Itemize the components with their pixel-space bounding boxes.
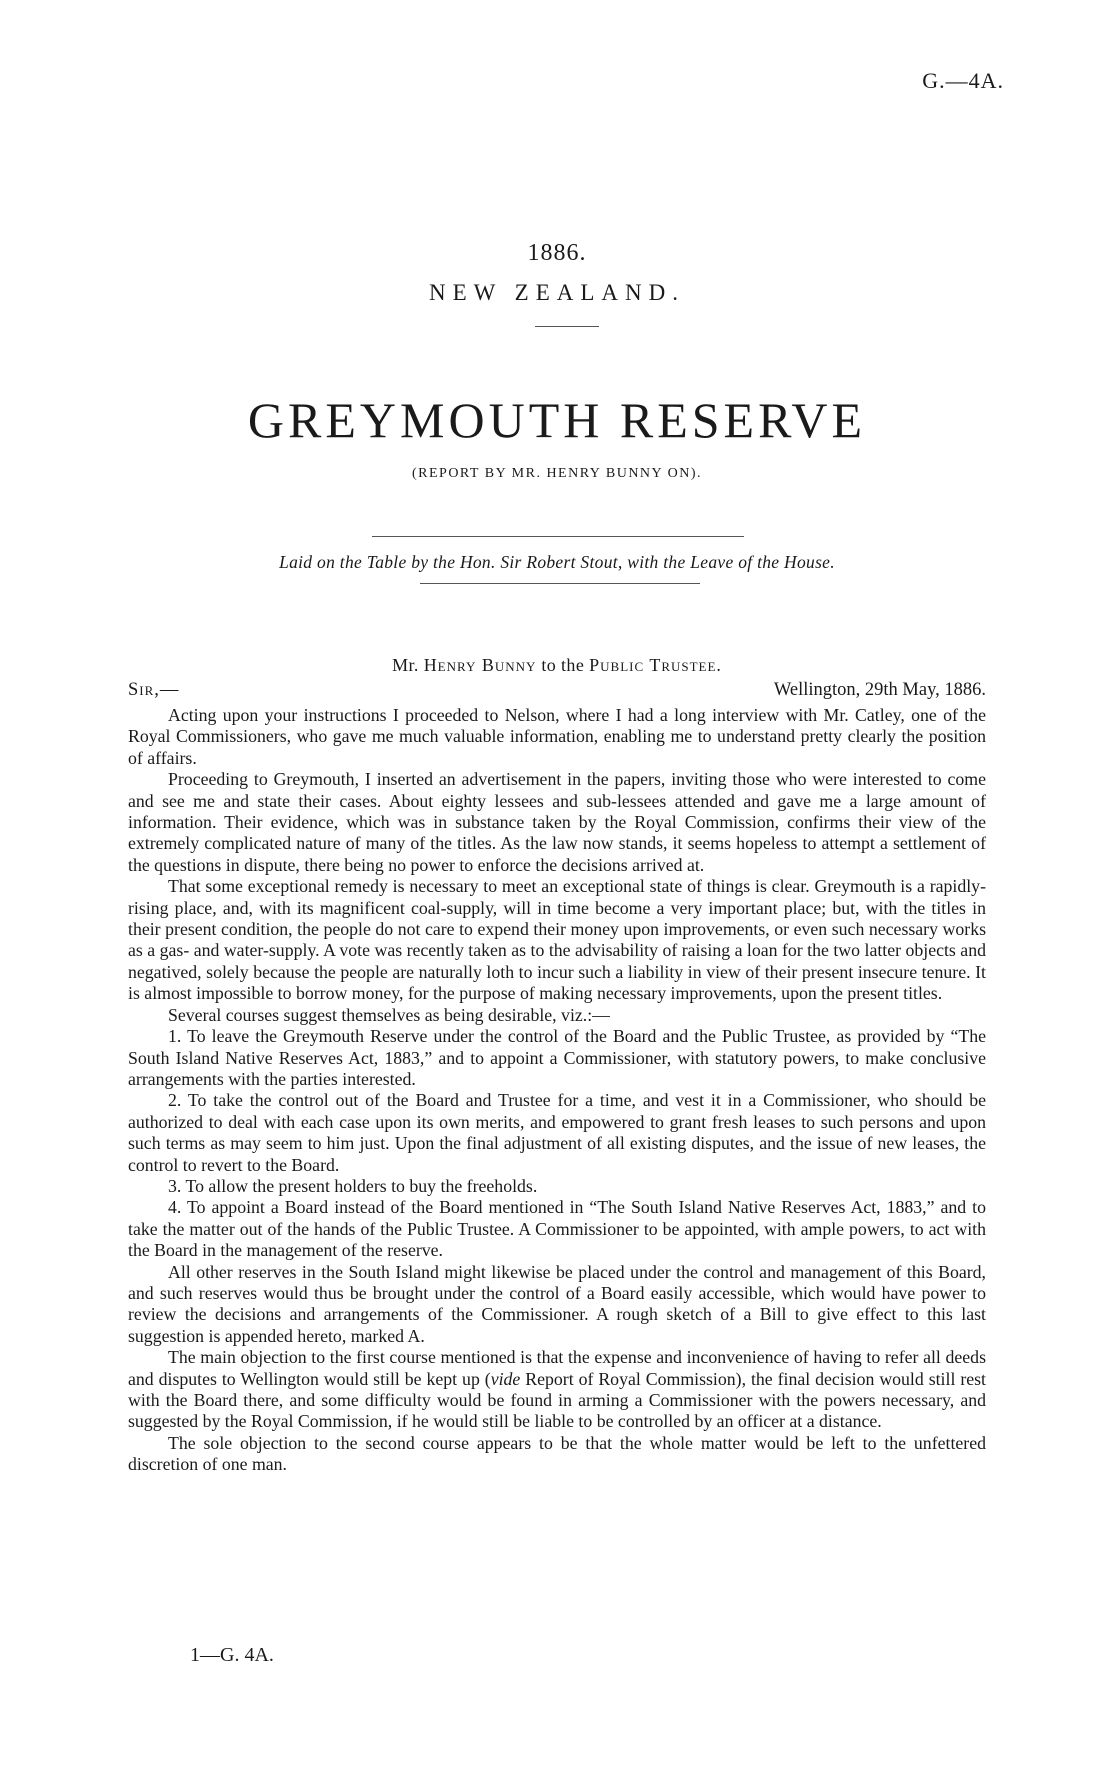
page-footer-reference: 1—G. 4A. bbox=[190, 1644, 274, 1666]
divider-bottom bbox=[420, 583, 700, 584]
document-year: 1886. bbox=[527, 240, 587, 266]
divider-short bbox=[535, 326, 599, 327]
list-item: 2. To take the control out of the Board and Trustee for a time, and vest it in a Commissioner, who should be authorized to deal with each case upon its own merits, and empowered to grant fresh leases to such persons and upon such terms as may seem to him just. Upon the final adjustment of all existing disputes, and the issue of new leases, the control to revert to the Board. bbox=[128, 1090, 986, 1175]
list-item: 3. To allow the present holders to buy the freeholds. bbox=[168, 1175, 538, 1196]
main-title: GREYMOUTH RESERVE bbox=[247, 392, 867, 448]
heading-sender: Henry Bunny bbox=[423, 655, 537, 675]
subtitle: (REPORT BY MR. HENRY BUNNY ON). bbox=[411, 466, 703, 481]
paragraph: Several courses suggest themselves as being desirable, viz.:— bbox=[168, 1004, 610, 1025]
paragraph: That some exceptional remedy is necessary to meet an exceptional state of things is clear. Greymouth is a rapidly-rising place, and, with its magnificent coal-supply, will in time become a very important place; but, with the titles in their present condition, the people do not care to expend their money upon improvements, or even such necessary works as a gas- and water-supply. A vote was recently taken as to the advisability of raising a loan for the two latter objects and negatived, solely because the people are naturally loth to incur such a liability in view of their present insecure tenure. It is almost impossible to borrow money, for the purpose of making necessary improvements, upon the present titles. bbox=[128, 876, 986, 1004]
letter-heading bbox=[0, 655, 1114, 676]
paragraph-text: The main objection to the first course mentioned is that the expense and inconvenience of having to refer all deeds and disputes to Wellington would still be kept up ( bbox=[128, 1347, 986, 1389]
list-item: 1. To leave the Greymouth Reserve under the control of the Board and the Public Trustee, as provided by “The South Island Native Reserves Act, 1883,” and to appoint a Commissioner, with statutory powers, to make conclusive arrangements with the parties interested. bbox=[128, 1026, 986, 1089]
heading-mid: to the bbox=[541, 655, 585, 675]
document-reference: G.—4A. bbox=[922, 68, 1004, 93]
laid-on-table-note: Laid on the Table by the Hon. Sir Robert Stout, with the Leave of the House. bbox=[279, 552, 835, 572]
vide-word: vide bbox=[490, 1368, 521, 1389]
paragraph: The sole objection to the second course appears to be that the whole matter would be left to the unfettered discretion of one man. bbox=[128, 1432, 986, 1475]
salutation-row bbox=[128, 680, 986, 704]
heading-recipient: Public Trustee. bbox=[589, 655, 722, 675]
paragraph: Acting upon your instructions I proceeded to Nelson, where I had a long interview with Mr. Catley, one of the Royal Commissioners, who gave me much valuable information, enabling me to understand pretty clearly the position of affairs. bbox=[128, 705, 986, 768]
paragraph bbox=[128, 1347, 986, 1433]
paragraph: Proceeding to Greymouth, I inserted an advertisement in the papers, inviting those who were interested to come and see me and state their cases. About eighty lessees and sub-lessees attended and gave me a large amount of information. Their evidence, which was in substance taken by the Royal Commission, confirms their view of the extremely complicated nature of many of the titles. As the law now stands, it seems hopeless to attempt a settlement of the questions in dispute, there being no power to enforce the decisions arrived at. bbox=[128, 769, 986, 875]
heading-prefix: Mr. bbox=[392, 655, 419, 675]
paragraph: All other reserves in the South Island might likewise be placed under the control and management of this Board, and such reserves would thus be brought under the control of a Board easily accessible, which would have power to review the decisions and arrangements of the Commissioner. A rough sketch of a Bill to give effect to this last suggestion is appended hereto, marked A. bbox=[128, 1261, 986, 1346]
letter-body bbox=[128, 705, 986, 1476]
list-item: 4. To appoint a Board instead of the Board mentioned in “The South Island Native Reserves Act, 1883,” and to take the matter out of the hands of the Public Trustee. A Commissioner to be appointed, with ample powers, to act with the Board in the management of the reserve. bbox=[128, 1197, 986, 1261]
document-country: NEW ZEALAND. bbox=[428, 280, 686, 305]
divider-top bbox=[372, 536, 744, 537]
date-line: Wellington, 29th May, 1886. bbox=[773, 680, 986, 700]
salutation: Sir,— bbox=[128, 680, 180, 700]
paragraph-text: Report of Royal Commission), the final decision would still rest with the Board there, and some difficulty would be found in arming a Commissioner with the powers necessary, and suggested by the Royal Commission, if he would still be liable to be controlled by an officer at a distance. bbox=[128, 1368, 986, 1432]
